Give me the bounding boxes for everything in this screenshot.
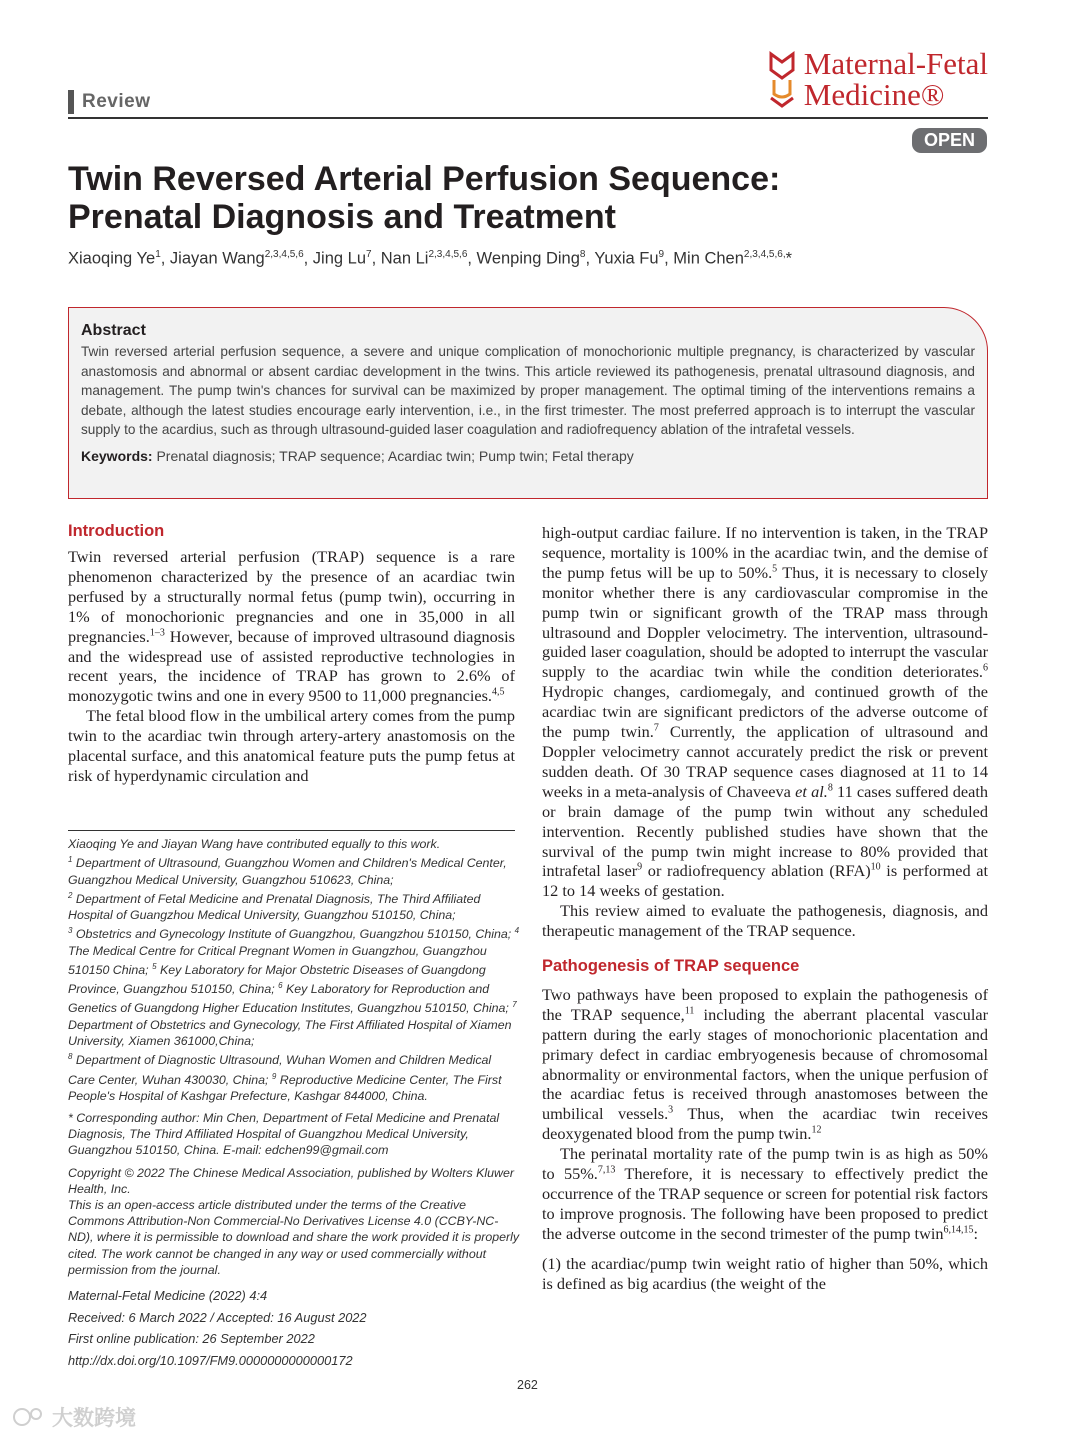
watermark-logo-icon [10,1405,48,1429]
section-label-text: Review [82,91,151,112]
author-name: Nan Li [380,249,429,268]
journal-name-line2: Medicine® [803,77,945,112]
right-paragraph-3 [542,985,988,1144]
affiliation-text: Reproductive Medicine Center, The First People's Hospital of Kashgar Prefecture, Kashgar 844000, China. [68,1072,502,1103]
doi-link[interactable]: http://dx.doi.org/10.1097/FM9.0000000000000172 [68,1352,353,1368]
et-al: et al. [795,781,828,801]
abstract-box [68,307,988,499]
affiliation-number: 6 [278,981,283,991]
right-p3-text: Two pathways have been proposed to explain the pathogenesis of the TRAP sequence, [542,984,988,1024]
footnotes [68,836,520,1371]
keywords [81,446,975,466]
abstract-heading: Abstract [81,322,146,339]
journal-logo-icon [768,50,796,108]
author-name: Yuxia Fu [594,249,659,268]
equal-contribution-note: Xiaoqing Ye and Jiayan Wang have contributed equally to this work. [68,837,441,851]
right-p1-text: Currently, the application of ultrasound and Doppler velocimetry cannot accurately predict the risk or prevent sudden death. Of 30 TRAP sequence cases diagnosed at 11 to 14 weeks in a meta-analysis of Chaveeva [542,722,988,801]
intro-p1-text-b: However, because of improved ultrasound diagnosis and the widespread use of assisted reproductive technologies in recent years, the incidence of TRAP has grown to 2.6% of monozygotic twins and one in every 9500 to 11,000 pregnancies. [68,626,515,706]
affiliation-number: 9 [271,1071,277,1081]
right-p1-text: is performed at 12 to 14 weeks of gestation. [542,861,989,901]
affiliation-text: Department of Diagnostic Ultrasound, Wuhan Women and Children Medical Care Center, Wuhan 430030, China; [68,1053,492,1087]
right-column [542,523,988,1294]
intro-paragraph-2: The fetal blood flow in the umbilical artery comes from the pump twin to the acardiac twin through artery-artery anastomosis on the placental surface, and this anatomical feature puts the pump fetus at risk of hyperdynamic circulation and [68,706,515,785]
affiliation-text: Department of Ultrasound, Guangzhou Women and Children's Medical Center, Guangzhou Medical University, Guangzhou 510623, China; [68,856,507,887]
author-name: Xiaoqing Ye [68,249,156,268]
author-affiliation: 9 [658,249,665,260]
right-p1-text: 11 cases suffered death or brain damage of the pump twin without any scheduled intervention. Recently published studies have shown that the survival of the pump twin might increase to 80% provided that intrafetal laser [542,781,989,881]
affiliation-text: Department of Fetal Medicine and Prenatal Diagnosis, The Third Affiliated Hospital of Guangzhou Medical University, Guangzhou 510150, China; [68,891,481,923]
intro-p1-text-a: Twin reversed arterial perfusion (TRAP) sequence is a rare phenomenon characterized by the presence of an acardiac twin perfused by a structurally normal fetus (pump twin), occurring in 1% of monochorionic pregnancies and one in 35,000 in all pregnancies. [68,547,515,646]
author-affiliation: 2,3,4,5,6 [428,249,468,260]
journal-name [804,48,988,110]
header-rule [68,117,988,119]
footnote-rule [68,830,515,831]
right-p4-text: The perinatal mortality rate of the pump twin is as high as 50% to 55%. [542,1144,988,1184]
journal-name-line1: Maternal-Fetal [803,46,988,81]
intro-heading: Introduction [68,522,165,540]
citation: 12 [811,1124,822,1136]
citation: 1–3 [149,627,165,639]
right-paragraph-4 [542,1144,988,1244]
intro-paragraph-1 [68,547,515,706]
affiliation-text: Key Laboratory for Major Obstetric Diseases of Guangdong Province, Guangzhou 510150, China; [68,962,486,997]
received-line: Received: 6 March 2022 / Accepted: 16 August 2022 [68,1309,367,1325]
page-number: 262 [517,1378,538,1392]
right-p4-text: Therefore, it is necessary to effectively predict the occurrence of the TRAP sequence or screen for potential risk factors to improve prognosis. The following have been proposed to predict the adverse outcome in the second trimester of the pump twin [542,1164,988,1243]
corresponding-mark: * [785,249,793,268]
right-p1-text: or radiofrequency ablation (RFA) [642,861,871,881]
citation: 7 [653,722,659,734]
author-name: Wenping Ding [476,249,580,268]
affiliation-number: 3 [68,926,73,936]
affiliation-text: The Medical Centre for Critical Pregnant Women in Guangzhou, Guangzhou 510150 China; [68,943,487,977]
section-label-bar [68,90,74,114]
left-column [68,547,515,786]
article-title-line1: Twin Reversed Arterial Perfusion Sequence: [68,160,781,198]
right-p1-text: Hydropic changes, cardiomegaly, and continued growth of the acardiac twin are significant predictors of the adverse outcome of the pump twin. [542,682,988,742]
pathogenesis-heading: Pathogenesis of TRAP sequence [542,957,800,976]
affiliation-number: 4 [514,926,520,936]
author-affiliation: 7 [366,249,372,260]
affiliation-number: 1 [68,855,73,865]
author-name: Jing Lu [312,249,367,268]
right-paragraph-1 [542,523,988,901]
affiliation-text: Obstetrics and Gynecology Institute of Guangzhou, Guangzhou 510150, China; [72,927,515,942]
copyright-note: Copyright © 2022 The Chinese Medical Association, published by Wolters Kluwer Health, Inc. [68,1165,515,1196]
citation: 6 [983,662,988,674]
author-name: Jiayan Wang [169,249,265,268]
right-paragraph-5: (1) the acardiac/pump twin weight ratio of higher than 50%, which is defined as big acardius (the weight of the [542,1253,988,1293]
author-name: Min Chen [673,249,744,268]
affiliation-text: Key Laboratory for Reproduction and Genetics of Guangdong Higher Education Institutes, Guangzhou 510150, China; [68,982,513,1016]
abstract-text: Twin reversed arterial perfusion sequence, a severe and unique complication of monochorionic multiple pregnancy, is characterized by vascular anastomosis and abnormal or absent cardiac development in the twins. This article reviewed its pathogenesis, prenatal ultrasound diagnosis, and management. The pump twin's chances for survival can be maximized by proper management. The optimal timing of the interventions remains a debate, although the latest studies encourage early intervention, i.e., in the first trimester. The most preferred approach is to interrupt the vascular supply to the acardius, such as through ultrasound-guided laser coagulation and radiofrequency ablation of the intrafetal vessels. [81,344,975,438]
author-list: Xiaoqing Ye$^1$, Jiayan Wang$^{2,3,4,5,6}$, Jing Lu$^7$, Nan Li$^{2,3,4,5,6}$, Wenping Ding$^8$, Yuxia Fu$^9$, Min Chen$^{2,3,4,5,6,}$* [68,249,793,268]
affiliation-number: 5 [152,961,157,971]
right-p1-text: Thus, it is necessary to closely monitor whether there is any cardiovascular compromise in the pump twin or significant growth of the TRAP mass through ultrasound and Doppler velocimetry. The intervention, ultrasound-guided laser coagulation, should be adopted to interrupt the vascular supply to the acardiac twin while the condition deteriorates. [542,562,989,682]
open-access-badge: OPEN [912,128,987,153]
affiliation-number: 7 [512,1000,517,1010]
affiliation-number: 2 [68,890,73,900]
affiliations [68,852,520,1104]
online-line: First online publication: 26 September 2022 [68,1331,315,1347]
affiliation-number: 8 [68,1052,73,1062]
corresponding-author-note: * Corresponding author: Min Chen, Department of Fetal Medicine and Prenatal Diagnosis, The Third Affiliated Hospital of Guangzhou Medical University, Guangzhou 510150, China. E-mail: edchen99@gmail.com [68,1111,500,1158]
citation: 5 [772,563,778,575]
keywords-label: Keywords: [81,447,153,464]
citation: 7,13 [597,1164,616,1176]
publication-info [68,1285,520,1371]
author-affiliation: 8 [579,249,586,260]
right-p1-text: high-output cardiac failure. If no intervention is taken, in the TRAP sequence, mortality is 100% in the acardiac twin, and the demise of the pump fetus will be up to 50%. [542,523,988,582]
watermark-text: 大数跨境 [52,1407,136,1430]
author-affiliation: 1 [155,249,161,260]
citation: 11 [684,1005,695,1017]
right-p3-text: including the aberrant placental vascular pattern during the early stages of monochorionic placentation and primary defect in cardiac embryogenesis because of chromosomal abnormality or environmental factors, when the unique perfusion of the acardiac fetus is received through anastomoses between the umbilical vessels. [542,1004,988,1124]
section-label [68,90,150,114]
citation: 4,5 [491,686,505,698]
author-affiliation: 2,3,4,5,6 [264,249,304,260]
watermark [10,1402,136,1432]
citation: 6,14,15 [943,1224,974,1236]
article-title-line2: Prenatal Diagnosis and Treatment [68,198,616,236]
license-note: This is an open-access article distributed under the terms of the Creative Commons Attribution-Non Commercial-No Derivatives License 4.0 (CCBY-NC-ND), where it is permissible to download and share the work provided it is properly cited. The work cannot be changed in any way or used commercially without permission from the journal. [68,1198,520,1277]
keywords-text: Prenatal diagnosis; TRAP sequence; Acardiac twin; Pump twin; Fetal therapy [156,447,634,464]
citation: 8 [827,782,833,794]
citation-line: Maternal-Fetal Medicine (2022) 4:4 [68,1288,268,1304]
citation: 9 [637,861,643,873]
article-title [68,160,988,236]
affiliation-text: Department of Obstetrics and Gynecology, The First Affiliated Hospital of Xiamen University, Xiamen 361000,China; [68,1017,512,1048]
right-p3-text: Thus, when the acardiac twin receives deoxygenated blood from the pump twin. [542,1104,988,1144]
citation: 10 [870,861,881,873]
citation: 3 [668,1104,674,1116]
author-affiliation: 2,3,4,5,6, [743,249,786,260]
right-paragraph-2: This review aimed to evaluate the pathogenesis, diagnosis, and therapeutic management of the TRAP sequence. [542,901,988,941]
journal-logo [768,48,988,110]
right-p4-text: : [973,1223,979,1243]
